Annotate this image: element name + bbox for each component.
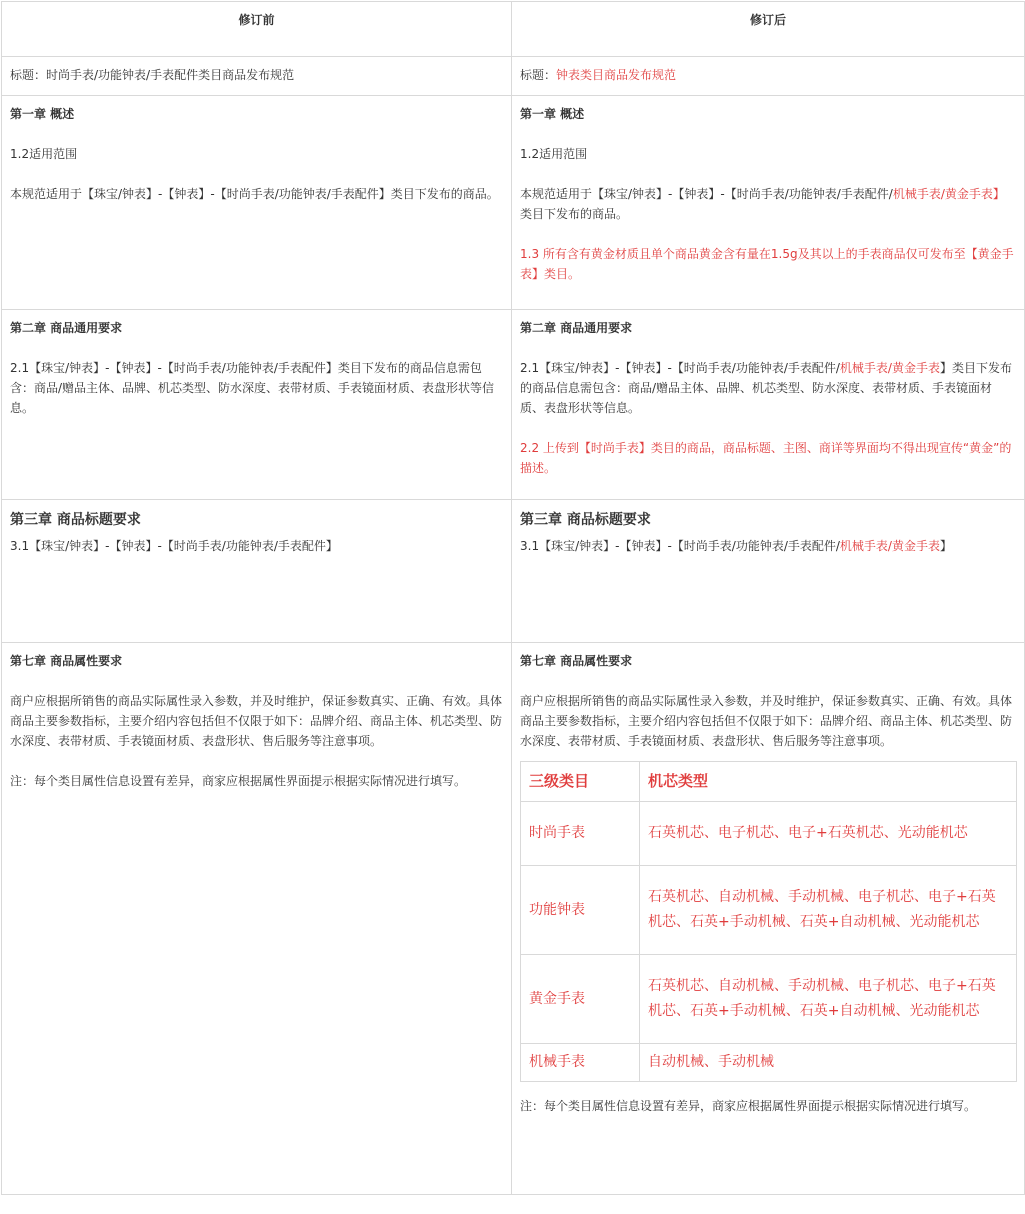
chapter1-after-text-changed: 机械手表/黄金手表】: [892, 187, 1005, 201]
movement-cell: 自动机械、手动机械: [640, 1044, 1017, 1082]
category-cell: 机械手表: [521, 1044, 640, 1082]
chapter7-note: 注：每个类目属性信息设置有差异，商家应根据属性界面提示根据实际情况进行填写。: [10, 774, 467, 788]
chapter3-after-text-b: 】: [939, 539, 952, 553]
movement-type-table: [520, 761, 1017, 1082]
chapter2-row: [2, 310, 1025, 500]
chapter7-body-after: 商户应根据所销售的商品实际属性录入参数，并及时维护，保证参数真实、正确、有效。具体商品主要参数指标，主要介绍内容包括但不仅限于如下：品牌介绍、商品主体、机芯类型、防水深度、表带材质、手表镜面材质、表盘形状、售后服务等注意事项。: [520, 694, 1013, 748]
chapter1-before: [2, 96, 512, 310]
chapter3-after-text-a: 3.1【珠宝/钟表】-【钟表】-【时尚手表/功能钟表/手表配件/: [520, 539, 840, 553]
title-row: [2, 57, 1025, 96]
chapter1-after-text-b: 类目下发布的商品。: [520, 207, 629, 221]
chapter3-after: [512, 500, 1025, 643]
chapter2-after: [512, 310, 1025, 500]
chapter3-heading-after: 第三章 商品标题要求: [520, 512, 651, 528]
table-row: [521, 802, 1017, 866]
title-after-prefix: 标题：: [520, 68, 557, 82]
col-movement-header: 机芯类型: [640, 762, 1017, 802]
movement-cell: 石英机芯、自动机械、手动机械、电子机芯、电子+石英机芯、石英+手动机械、石英+自动机械、光动能机芯: [640, 955, 1017, 1044]
chapter7-before: [2, 643, 512, 1195]
chapter1-subheading-after: 1.2适用范围: [520, 147, 588, 161]
chapter2-before-text: 2.1【珠宝/钟表】-【钟表】-【时尚手表/功能钟表/手表配件】类目下发布的商品信息需包含：商品/赠品主体、品牌、机芯类型、防水深度、表带材质、手表镜面材质、表盘形状等信息。: [10, 361, 495, 415]
movement-cell: 石英机芯、自动机械、手动机械、电子机芯、电子+石英机芯、石英+手动机械、石英+自动机械、光动能机芯: [640, 866, 1017, 955]
header-after: 修订后: [512, 2, 1025, 57]
chapter3-before: [2, 500, 512, 643]
chapter1-after-text-a: 本规范适用于【珠宝/钟表】-【钟表】-【时尚手表/功能钟表/手表配件/: [520, 187, 893, 201]
chapter7-note-after: 注：每个类目属性信息设置有差异，商家应根据属性界面提示根据实际情况进行填写。: [520, 1099, 977, 1113]
table-row: [521, 955, 1017, 1044]
chapter1-subheading: 1.2适用范围: [10, 147, 78, 161]
chapter3-heading: 第三章 商品标题要求: [10, 512, 141, 528]
chapter2-after-new-clause: 2.2 上传到【时尚手表】类目的商品，商品标题、主图、商详等界面均不得出现宣传“黄金”的描述。: [520, 441, 1012, 475]
title-before: 标题：时尚手表/功能钟表/手表配件类目商品发布规范: [2, 57, 512, 96]
chapter1-heading: 第一章 概述: [10, 107, 75, 121]
chapter1-heading-after: 第一章 概述: [520, 107, 585, 121]
col-category-header: 三级类目: [521, 762, 640, 802]
category-cell: 黄金手表: [521, 955, 640, 1044]
chapter1-after: [512, 96, 1025, 310]
category-cell: 功能钟表: [521, 866, 640, 955]
header-row: [2, 2, 1025, 57]
chapter2-after-text-a: 2.1【珠宝/钟表】-【钟表】-【时尚手表/功能钟表/手表配件/: [520, 361, 840, 375]
chapter7-after: [512, 643, 1025, 1195]
chapter1-row: [2, 96, 1025, 310]
title-after-changed: 钟表类目商品发布规范: [556, 68, 677, 82]
chapter3-row: [2, 500, 1025, 643]
chapter3-after-text: [520, 536, 1016, 556]
chapter1-after-new-clause: 1.3 所有含有黄金材质且单个商品黄金含有量在1.5g及其以上的手表商品仅可发布至【黄金手表】类目。: [520, 247, 1014, 281]
chapter7-body: 商户应根据所销售的商品实际属性录入参数，并及时维护，保证参数真实、正确、有效。具体商品主要参数指标，主要介绍内容包括但不仅限于如下：品牌介绍、商品主体、机芯类型、防水深度、表带材质、手表镜面材质、表盘形状、售后服务等注意事项。: [10, 694, 503, 748]
chapter2-after-text: [520, 358, 1016, 418]
chapter7-heading: 第七章 商品属性要求: [10, 654, 123, 668]
chapter2-heading: 第二章 商品通用要求: [10, 321, 123, 335]
chapter2-heading-after: 第二章 商品通用要求: [520, 321, 633, 335]
table-row: [521, 866, 1017, 955]
table-row: [521, 1044, 1017, 1082]
movement-cell: 石英机芯、电子机芯、电子+石英机芯、光动能机芯: [640, 802, 1017, 866]
revision-comparison-table: [1, 1, 1025, 1195]
chapter7-row: [2, 643, 1025, 1195]
chapter2-before: [2, 310, 512, 500]
chapter2-after-text-b: 】类目下发布的商品信息需包含：商品/赠品主体、品牌、机芯类型、防水深度、表带材质、手表镜面材质、表盘形状等信息。: [520, 361, 1012, 415]
category-cell: 时尚手表: [521, 802, 640, 866]
chapter3-after-text-changed: 机械手表/黄金手表: [839, 539, 940, 553]
title-after: [512, 57, 1025, 96]
chapter3-before-text: 3.1【珠宝/钟表】-【钟表】-【时尚手表/功能钟表/手表配件】: [10, 539, 338, 553]
chapter1-before-text: 本规范适用于【珠宝/钟表】-【钟表】-【时尚手表/功能钟表/手表配件】类目下发布的商品。: [10, 187, 499, 201]
chapter2-after-text-changed: 机械手表/黄金手表: [839, 361, 940, 375]
chapter7-heading-after: 第七章 商品属性要求: [520, 654, 633, 668]
movement-table-header: [521, 762, 1017, 802]
header-before: 修订前: [2, 2, 512, 57]
chapter1-after-text: [520, 184, 1016, 224]
